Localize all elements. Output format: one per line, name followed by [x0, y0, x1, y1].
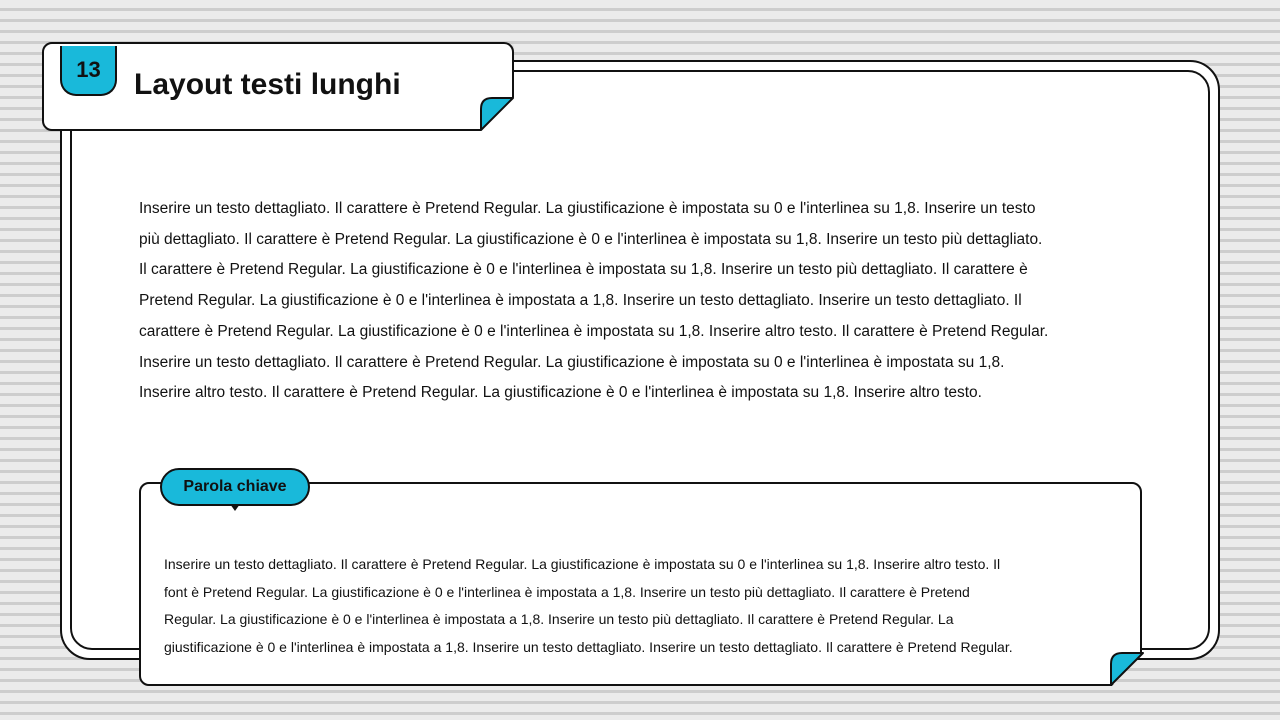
page-fold-icon [480, 97, 514, 131]
keyword-line: giustificazione è 0 e l'interlinea è impostata a 1,8. Inserire un testo dettagliato. Inserire un testo dettagliato. Il carattere è Pretend Regular. [164, 638, 1013, 655]
page-title: Layout testi lunghi [134, 68, 401, 101]
paragraph-line: Inserire un testo dettagliato. Il carattere è Pretend Regular. La giustificazione è impostata su 0 e l'interlinea su 1,8. Inserire un testo [139, 200, 1036, 217]
paragraph-line: più dettagliato. Il carattere è Pretend Regular. La giustificazione è 0 e l'interlinea è impostata su 1,8. Inserire un testo più dettagliato. [139, 230, 1043, 248]
keyword-body [164, 551, 1013, 661]
keyword-line: Inserire un testo dettagliato. Il carattere è Pretend Regular. La giustificazione è impostata su 0 e l'interlinea su 1,8. Inserire altro testo. Il [164, 556, 1001, 572]
paragraph-line: Il carattere è Pretend Regular. La giustificazione è 0 e l'interlinea è impostata su 1,8. Inserire un testo più dettagliato. Il carattere è [139, 261, 1028, 279]
page-fold-icon [1110, 652, 1144, 686]
paragraph-line: Pretend Regular. La giustificazione è 0 e l'interlinea è impostata a 1,8. Inserire un testo dettagliato. Inserire un testo dettagliato. Il [139, 292, 1022, 310]
keyword-line: Regular. La giustificazione è 0 e l'interlinea è impostata a 1,8. Inserire un testo più dettagliato. Il carattere è Pretend Regular. La [164, 611, 954, 628]
speech-tail-icon [230, 504, 240, 511]
keyword-label: Parola chiave [160, 468, 310, 506]
body-paragraph [139, 194, 1149, 409]
slide-number-badge: 13 [60, 46, 117, 96]
keyword-line: font è Pretend Regular. La giustificazione è 0 e l'interlinea è impostata a 1,8. Inserire un testo più dettagliato. Il carattere è Pretend [164, 583, 970, 600]
paragraph-line: Inserire un testo dettagliato. Il carattere è Pretend Regular. La giustificazione è impostata su 0 e l'interlinea è impostata su 1,8. [139, 353, 1005, 371]
paragraph-line: Inserire altro testo. Il carattere è Pretend Regular. La giustificazione è 0 e l'interlinea è impostata su 1,8. Inserire altro testo. [139, 384, 982, 402]
paragraph-line: carattere è Pretend Regular. La giustificazione è 0 e l'interlinea è impostata su 1,8. Inserire altro testo. Il carattere è Pretend Regular. [139, 322, 1049, 340]
